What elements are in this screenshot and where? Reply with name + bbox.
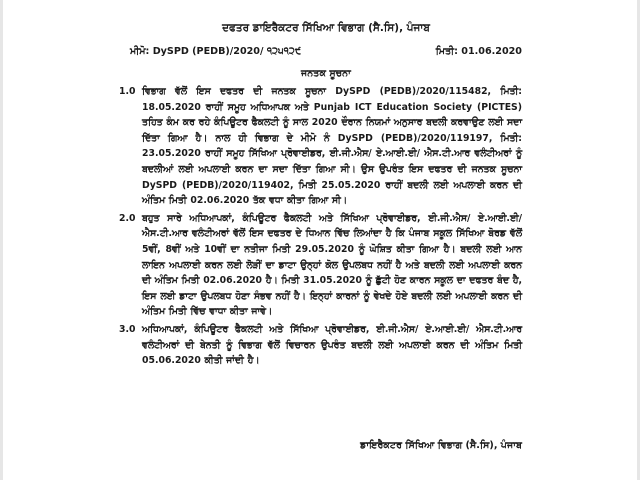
- memo-number: ਮੀਮੋ: DySPD (PEDB)/2020/ ੧੨੫੧੨੯: [130, 46, 302, 57]
- paragraph-number: 2.0: [119, 212, 136, 224]
- memo-date: ਮਿਤੀ: 01.06.2020: [435, 46, 522, 57]
- paragraph-text: ਬਹੁਤ ਸਾਰੇ ਅਧਿਆਪਕਾਂ, ਕੰਪਿਊਟਰ ਫੈਕਲਟੀ ਅਤੇ ਸਿੱਖਿਆ ਪ੍ਰੋਵਾਈਡਰ, ਈ.ਜੀ.ਐਸ/ ਏ.ਆਈ.ਈ/ ਐਸ.ਟੀ.ਆਰ ਵਲੰਟੀਅਰਾਂ ਵੱਲੋਂ ਇਸ ਦਫਤਰ ਦੇ ਧਿਆਨ ਵਿੱਚ ਲਿਆਂਦਾ ਹੈ ਕਿ ਪੰਜਾਬ ਸਕੂਲ ਸਿੱਖਿਆ ਬੋਰਡ ਵੱਲੋਂ 5ਵੀਂ, 8ਵੀਂ ਅਤੇ 10ਵੀਂ ਦਾ ਨਤੀਜਾ ਮਿਤੀ 29.05.2020 ਨੂੰ ਘੋਸ਼ਿਤ ਕੀਤਾ ਗਿਆ ਹੈ। ਬਦਲੀ ਲਈ ਆਨ ਲਾਇਨ ਅਪਲਾਈ ਕਰਨ ਲਈ ਲੋੜੀਂ ਦਾ ਡਾਟਾ ਉਨ੍ਹਾਂ ਕੋਲ ਉਪਲਬਧ ਨਹੀਂ ਹੈ ਅਤੇ ਬਦਲੀ ਲਈ ਅਪਲਾਈ ਕਰਨ ਦੀ ਅੰਤਿਮ ਮਿਤੀ 02.06.2020 ਹੈ। ਮਿਤੀ 31.05.2020 ਨੂੰ ਛੁੱਟੀ ਹੋਣ ਕਾਰਨ ਸਕੂਲ ਦਾ ਦਫਤਰ ਬੰਦ ਹੈ, ਇਸ ਲਈ ਡਾਟਾ ਉਪਲਬਧ ਹੋਣਾ ਸੰਭਵ ਨਹੀਂ ਹੈ। ਇਨ੍ਹਾਂ ਕਾਰਨਾਂ ਨੂੰ ਵੇਖਦੇ ਹੋਏ ਬਦਲੀ ਲਈ ਅਪਲਾਈ ਕਰਨ ਦੀ ਅੰਤਿਮ ਮਿਤੀ ਵਿੱਚ ਵਾਧਾ ਕੀਤਾ ਜਾਵੇ।: [142, 212, 522, 318]
- paragraph-1: [119, 84, 522, 209]
- left-edge-divider: [0, 0, 3, 480]
- memo-row: [130, 44, 522, 62]
- office-header: ਦਫਤਰ ਡਾਇਰੈਕਟਰ ਸਿੱਖਿਆ ਵਿਭਾਗ (ਸੈ.ਸਿ), ਪੰਜਾਬ: [222, 22, 430, 34]
- signature-block: ਡਾਇਰੈਕਟਰ ਸਿੱਖਿਆ ਵਿਭਾਗ (ਸੈ.ਸਿ), ਪੰਜਾਬ: [360, 440, 522, 451]
- subject-title: ਜਨਤਕ ਸੂਚਨਾ: [301, 68, 351, 79]
- paragraph-text: ਅਧਿਆਪਕਾਂ, ਕੰਪਿਊਟਰ ਫੈਕਲਟੀ ਅਤੇ ਸਿੱਖਿਆ ਪ੍ਰੋਵਾਈਡਰ, ਈ.ਜੀ.ਐਸ/ ਏ.ਆਈ.ਈ/ ਐਸ.ਟੀ.ਆਰ ਵਲੰਟੀਅਰਾਂ ਦੀ ਬੇਨਤੀ ਨੂੰ ਵਿਭਾਗ ਵੱਲੋਂ ਵਿਚਾਰਨ ਉਪਰੰਤ ਬਦਲੀ ਲਈ ਅਪਲਾਈ ਕਰਨ ਦੀ ਅੰਤਿਮ ਮਿਤੀ 05.06.2020 ਕੀਤੀ ਜਾਂਦੀ ਹੈ।: [142, 323, 522, 367]
- paragraph-number: 1.0: [119, 86, 136, 97]
- paragraph-3: [119, 322, 522, 369]
- paragraph-text: ਵਿਭਾਗ ਵੱਲੋਂ ਇਸ ਦਫਤਰ ਦੀ ਜਨਤਕ ਸੂਚਨਾ DySPD (PEDB)/2020/115482, ਮਿਤੀ: 18.05.2020 ਰਾਹੀਂ ਸਮੂਹ ਅਧਿਆਪਕ ਅਤੇ Punjab ICT Education Society (PICTES) ਤਹਿਤ ਕੰਮ ਕਰ ਰਹੇ ਕੰਪਿਊਟਰ ਫੈਕਲਟੀ ਨੂੰ ਸਾਲ 2020 ਦੌਰਾਨ ਨਿਯਮਾਂ ਅਨੁਸਾਰ ਬਦਲੀ ਕਰਵਾਉਣ ਲਈ ਸਦਾ ਦਿੱਤਾ ਗਿਆ ਹੈ। ਨਾਲ ਹੀ ਵਿਭਾਗ ਦੇ ਮੀਮੋ ਨੰ DySPD (PEDB)/2020/119197, ਮਿਤੀ: 23.05.2020 ਰਾਹੀਂ ਸਮੂਹ ਸਿੱਖਿਆ ਪ੍ਰੋਵਾਈਡਰ, ਈ.ਜੀ.ਐਸ/ ਏ.ਆਈ.ਈ/ ਐਸ.ਟੀ.ਆਰ ਵਲੰਟੀਅਰਾਂ ਨੂੰ ਬਦਲੀਆਂ ਲਈ ਅਪਲਾਈ ਕਰਨ ਦਾ ਸਦਾ ਦਿੱਤਾ ਗਿਆ ਸੀ। ਉਸ ਉਪਰੰਤ ਇਸ ਦਫਤਰ ਦੀ ਜਨਤਕ ਸੂਚਨਾ DySPD (PEDB)/2020/119402, ਮਿਤੀ 25.05.2020 ਰਾਹੀਂ ਬਦਲੀ ਲਈ ਅਪਲਾਈ ਕਰਨ ਦੀ ਅੰਤਿਮ ਮਿਤੀ 02.06.2020 ਤੱਕ ਵਧਾ ਕੀਤਾ ਗਿਆ ਸੀ।: [142, 86, 522, 207]
- paragraph-2: [119, 211, 522, 320]
- letter-sheet: [119, 18, 522, 468]
- paragraph-number: 3.0: [119, 323, 136, 335]
